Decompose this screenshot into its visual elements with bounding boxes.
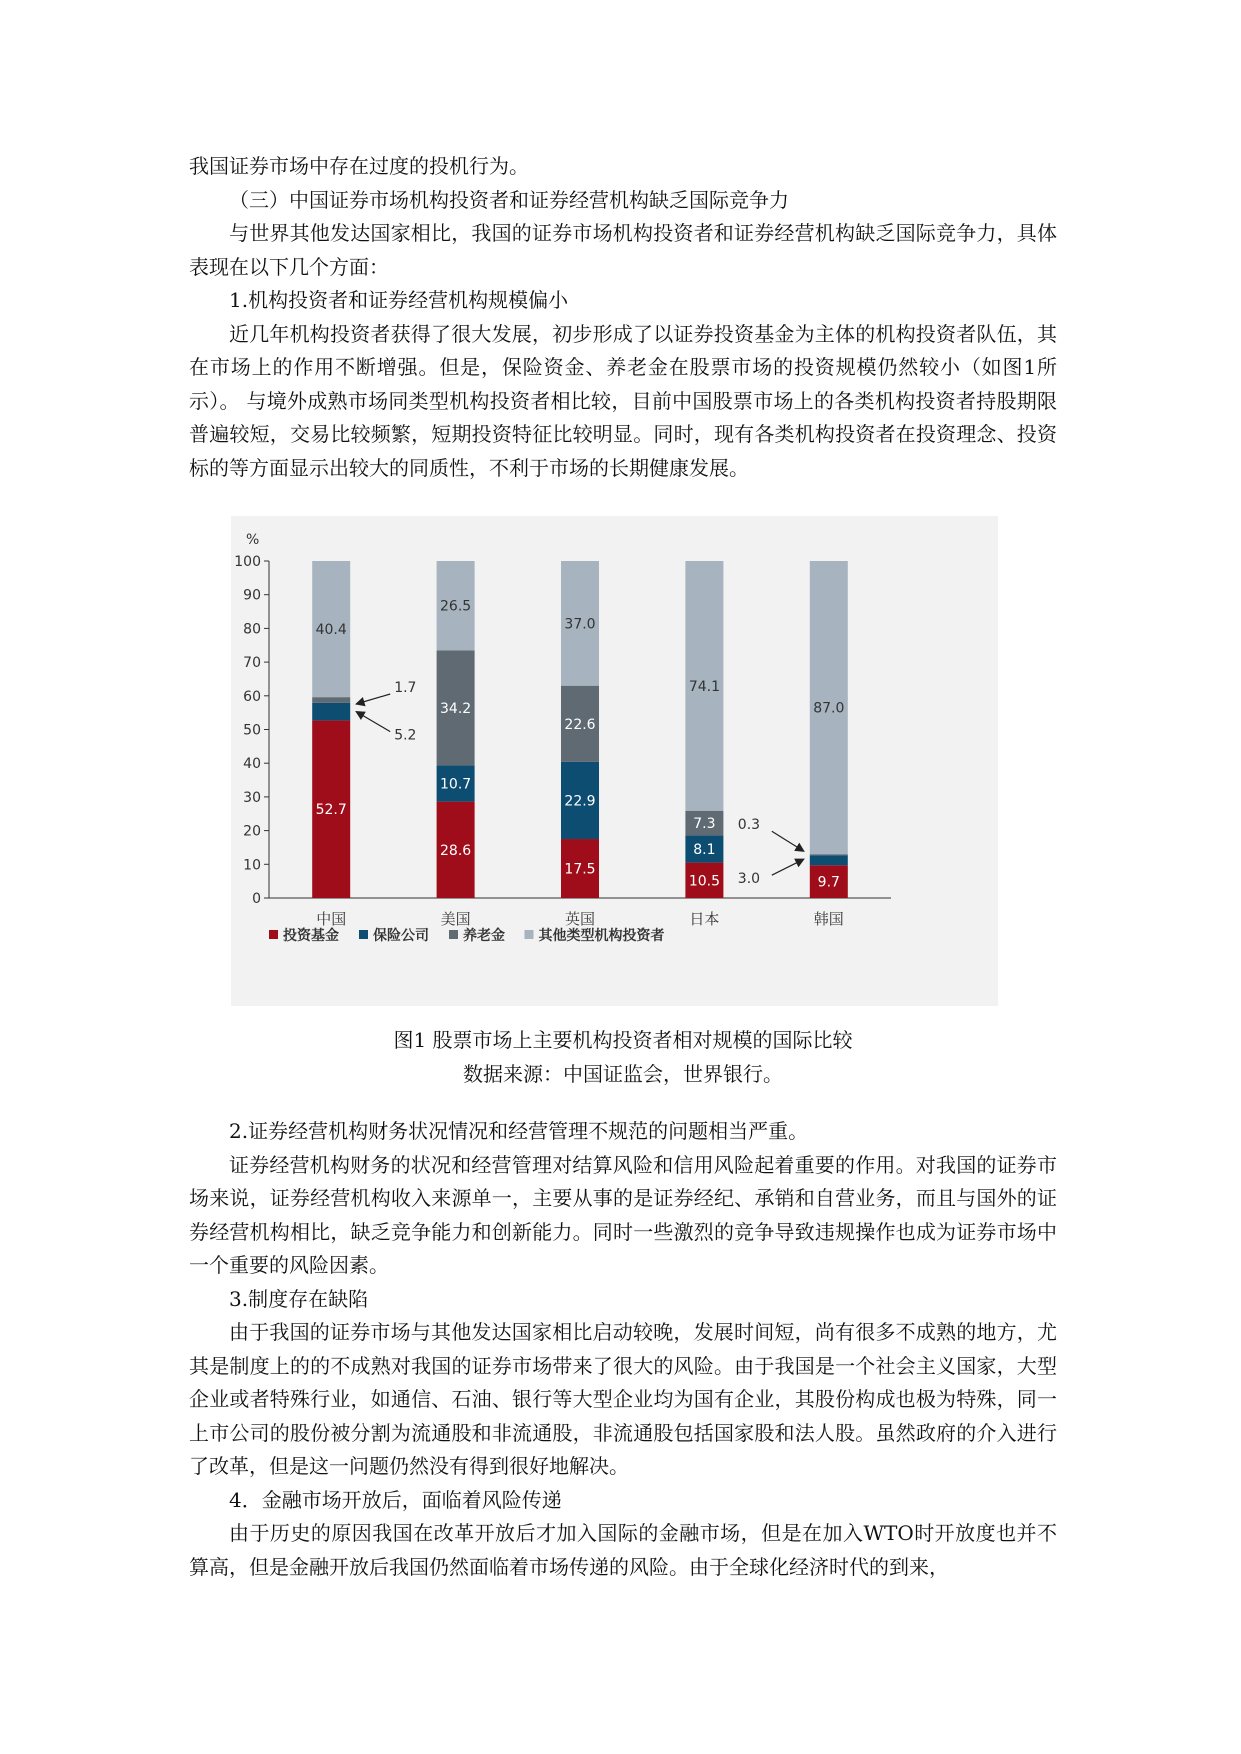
figure-caption: 图1 股票市场上主要机构投资者相对规模的国际比较 <box>393 1028 853 1052</box>
y-tick-label: 20 <box>243 823 261 840</box>
stacked-bar-chart <box>231 516 998 1006</box>
callout-arrow <box>772 831 804 851</box>
data-label: 9.7 <box>817 874 840 891</box>
y-tick-label: 10 <box>243 857 261 874</box>
data-label: 40.4 <box>315 622 347 639</box>
y-tick-label: 50 <box>243 722 261 739</box>
x-tick-label: 美国 <box>440 910 471 928</box>
y-tick-label: 60 <box>243 688 261 705</box>
bar-segment <box>810 854 848 855</box>
callout-label: 1.7 <box>394 680 417 697</box>
data-label: 22.6 <box>564 716 596 733</box>
legend-label: 养老金 <box>463 928 505 944</box>
y-tick-label: 90 <box>243 587 261 604</box>
data-label: 7.3 <box>693 816 716 833</box>
subsection-heading: 2.证券经营机构财务状况情况和经营管理不规范的问题相当严重。 <box>229 1119 809 1143</box>
data-label: 74.1 <box>688 678 720 695</box>
paragraph: 由于历史的原因我国在改革开放后才加入国际的金融市场，但是在加入WTO时开放度也并不算高，但是金融开放后我国仍然面临着市场传递的风险。由于全球化经济时代的到来， <box>189 1521 1057 1579</box>
bottom-text-block <box>189 1115 1057 1584</box>
callout-arrow <box>356 712 390 732</box>
data-label: 26.5 <box>440 598 472 615</box>
data-label: 10.7 <box>440 776 472 793</box>
data-label: 52.7 <box>315 802 347 819</box>
data-label: 34.2 <box>440 700 472 717</box>
legend-swatch <box>525 930 534 939</box>
subsection-heading: 3.制度存在缺陷 <box>229 1286 369 1311</box>
top-text-block <box>189 150 1057 485</box>
y-tick-label: 40 <box>243 756 261 773</box>
figure-source: 数据来源：中国证监会，世界银行。 <box>463 1062 783 1086</box>
data-label: 10.5 <box>688 873 720 890</box>
y-tick-label: 80 <box>243 621 261 638</box>
callout-arrow <box>356 694 390 704</box>
x-tick-label: 韩国 <box>813 910 844 928</box>
legend-swatch <box>359 930 368 939</box>
subsection-heading: 4．金融市场开放后，面临着风险传递 <box>229 1487 562 1512</box>
data-label: 22.9 <box>564 793 596 810</box>
paragraph: 证券经营机构财务的状况和经营管理对结算风险和信用风险起着重要的作用。对我国的证券市场来说，证券经营机构收入来源单一，主要从事的是证券经纪、承销和自营业务，而且与国外的证券经营机构相比，缺乏竞争能力和创新能力。同时一些激烈的竞争导致违规操作也成为证券市场中一个重要的风险因素。 <box>189 1152 1057 1277</box>
y-tick-label: 30 <box>243 789 261 806</box>
bar-segment <box>312 703 350 721</box>
legend-swatch <box>449 930 458 939</box>
y-tick-label: 100 <box>234 554 261 570</box>
section-heading: （三）中国证券市场机构投资者和证券经营机构缺乏国际竞争力 <box>229 187 789 212</box>
figure-1-chart <box>231 516 998 1006</box>
x-tick-label: 中国 <box>316 910 347 928</box>
data-label: 8.1 <box>693 841 716 858</box>
data-label: 28.6 <box>440 842 472 859</box>
data-label: 37.0 <box>564 616 596 633</box>
data-label: 87.0 <box>813 700 845 717</box>
subsection-heading: 1.机构投资者和证券经营机构规模偏小 <box>229 288 569 312</box>
paragraph: 我国证券市场中存在过度的投机行为。 <box>189 154 529 178</box>
callout-label: 0.3 <box>737 817 761 834</box>
paragraph: 近几年机构投资者获得了很大发展，初步形成了以证券投资基金为主体的机构投资者队伍，其在市场上的作用不断增强。但是，保险资金、养老金在股票市场的投资规模仍然较小（如图1所示）。 与境外成熟市场同类型机构投资者相比较，目前中国股票市场上的各类机构投资者持股期限普遍较短，交易比较频繁，短期投资特征比较明显。同时，现有各类机构投资者在投资理念、投资标的等方面显示出较大的同质性，不利于市场的长期健康发展。 <box>189 321 1057 480</box>
callout-arrow <box>772 859 804 875</box>
callout-label: 5.2 <box>394 727 417 744</box>
paragraph: 与世界其他发达国家相比，我国的证券市场机构投资者和证券经营机构缺乏国际竞争力，具体表现在以下几个方面： <box>189 221 1057 279</box>
y-tick-label: 0 <box>252 891 261 907</box>
legend-label: 保险公司 <box>373 928 429 944</box>
legend-label: 其他类型机构投资者 <box>538 928 665 944</box>
legend-label: 投资基金 <box>283 928 339 944</box>
bar-segment <box>810 855 848 865</box>
paragraph: 由于我国的证券市场与其他发达国家相比启动较晚，发展时间短，尚有很多不成熟的地方，尤其是制度上的的不成熟对我国的证券市场带来了很大的风险。由于我国是一个社会主义国家，大型企业或者特殊行业，如通信、石油、银行等大型企业均为国有企业，其股份构成也极为特殊，同一上市公司的股份被分割为流通股和非流通股，非流通股包括国家股和法人股。虽然政府的介入进行了改革，但是这一问题仍然没有得到很好地解决。 <box>189 1320 1057 1478</box>
callout-label: 3.0 <box>737 871 761 888</box>
bar-segment <box>312 697 350 703</box>
x-tick-label: 日本 <box>689 910 720 928</box>
legend-swatch <box>269 930 278 939</box>
data-label: 17.5 <box>564 861 596 878</box>
y-tick-label: 70 <box>243 655 261 672</box>
x-tick-label: 英国 <box>564 910 596 928</box>
y-axis-label: % <box>246 532 260 548</box>
